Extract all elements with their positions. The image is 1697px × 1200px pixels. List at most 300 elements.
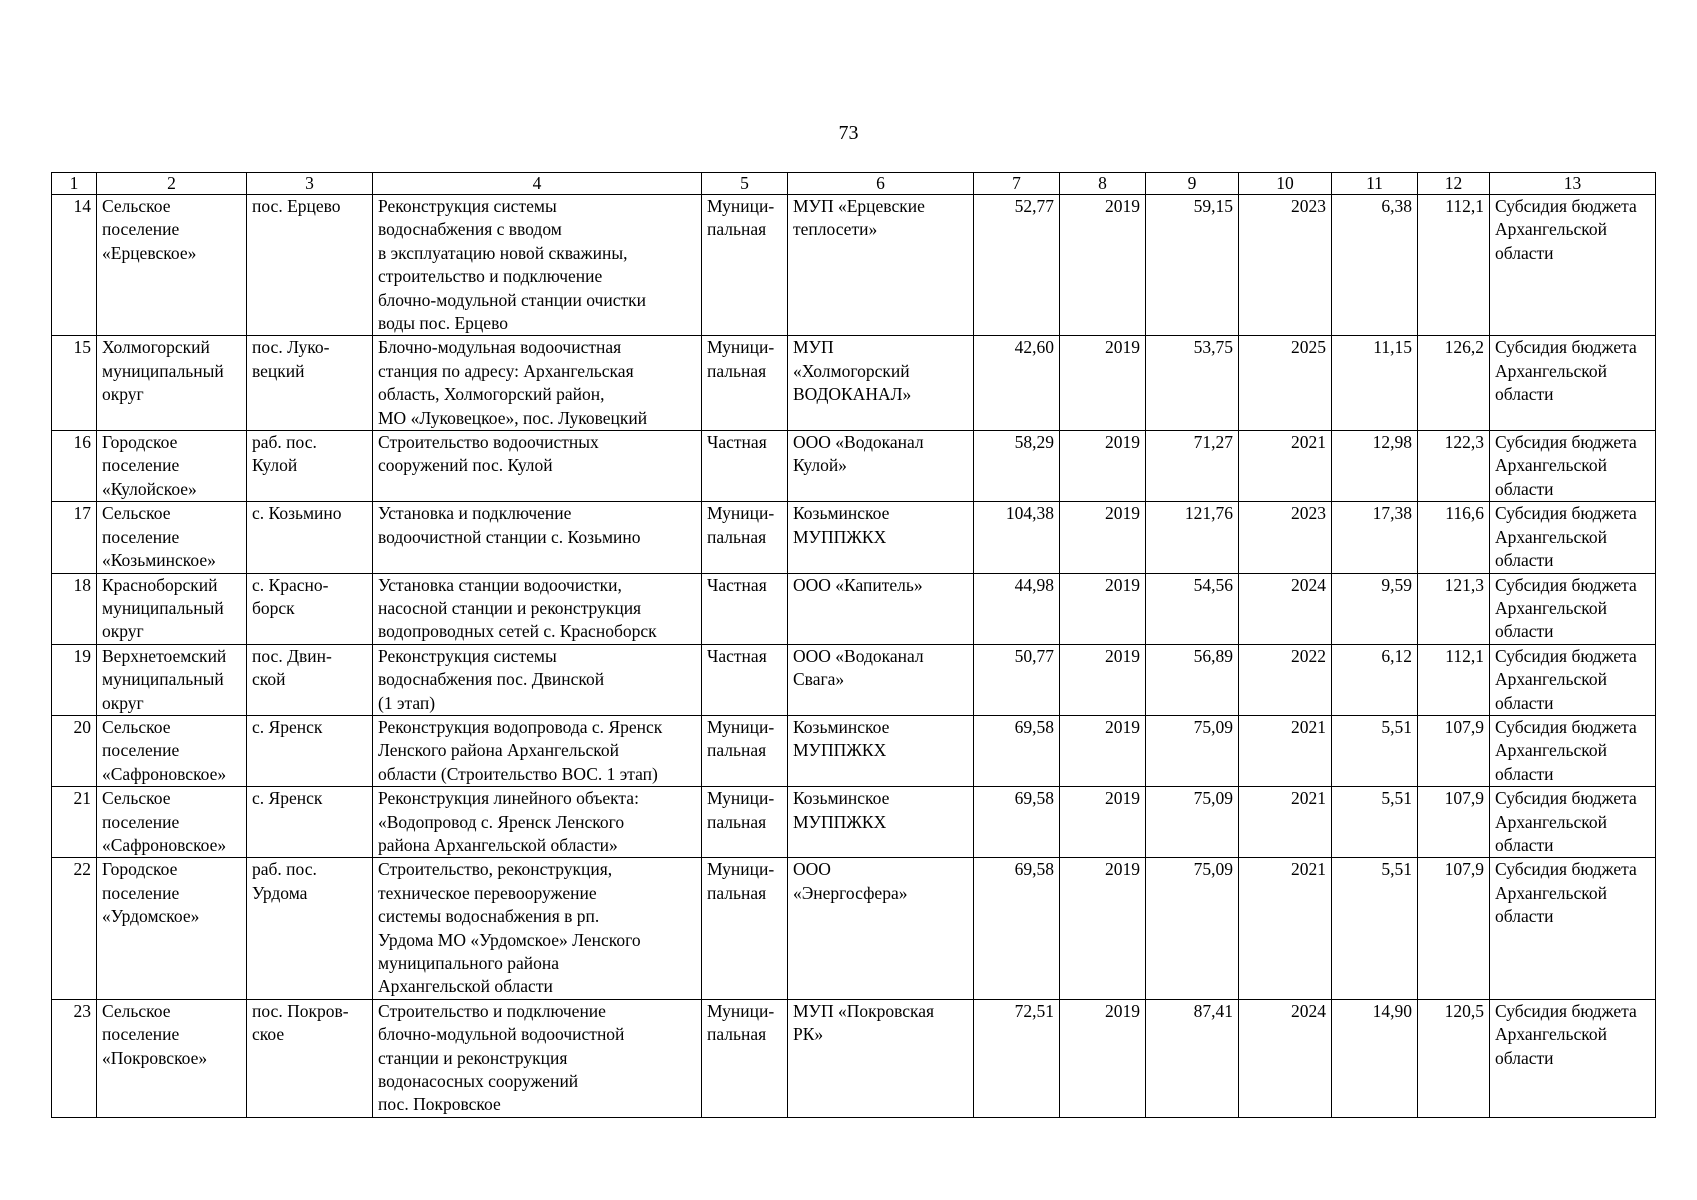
cell-col-7: 69,58 xyxy=(974,858,1060,999)
cell-line: Реконструкция водопровода с. Яренск xyxy=(378,716,663,737)
cell-col-11: 14,90 xyxy=(1332,999,1418,1117)
cell-line: района Архангельской области» xyxy=(378,834,618,855)
cell-col-5 xyxy=(702,644,788,715)
cell-line: ВОДОКАНАЛ» xyxy=(793,384,912,405)
table-row xyxy=(52,573,1656,644)
cell-col-8: 2019 xyxy=(1060,502,1146,573)
header-cell-3: 3 xyxy=(247,173,373,195)
cell-line: насосной станции и реконструкция xyxy=(378,597,642,618)
cell-col-1: 17 xyxy=(52,502,97,573)
cell-col-13 xyxy=(1490,787,1656,858)
cell-col-5 xyxy=(702,715,788,786)
cell-col-12: 107,9 xyxy=(1418,715,1490,786)
header-cell-7: 7 xyxy=(974,173,1060,195)
cell-line: Архангельской xyxy=(1495,740,1607,761)
table-header-row xyxy=(52,173,1656,195)
cell-col-7: 58,29 xyxy=(974,431,1060,502)
cell-line: поселение xyxy=(102,219,180,240)
cell-line: в эксплуатацию новой скважины, xyxy=(378,242,628,263)
table-row xyxy=(52,195,1656,336)
table-row xyxy=(52,336,1656,431)
cell-col-3 xyxy=(247,858,373,999)
cell-col-6 xyxy=(788,715,974,786)
cell-line: Муници- xyxy=(707,716,775,737)
cell-line: Субсидия бюджета xyxy=(1495,337,1637,358)
cell-line: борск xyxy=(252,597,295,618)
cell-col-13 xyxy=(1490,431,1656,502)
cell-line: области xyxy=(1495,621,1554,642)
cell-line: блочно-модульной водоочистной xyxy=(378,1024,625,1045)
cell-line: ООО «Водоканал xyxy=(793,432,924,453)
cell-col-13 xyxy=(1490,502,1656,573)
cell-col-12: 112,1 xyxy=(1418,644,1490,715)
cell-line: «Сафроновское» xyxy=(102,834,227,855)
cell-col-8: 2019 xyxy=(1060,858,1146,999)
cell-col-6 xyxy=(788,999,974,1117)
cell-line: Козьминское xyxy=(793,503,890,524)
cell-line: МУП «Ерцевские xyxy=(793,196,925,216)
cell-line: «Сафроновское» xyxy=(102,763,227,784)
cell-line: Ленского района Архангельской xyxy=(378,740,619,761)
cell-col-11: 5,51 xyxy=(1332,858,1418,999)
cell-line: блочно-модульной станции очистки xyxy=(378,289,646,310)
cell-col-6 xyxy=(788,502,974,573)
cell-line: пальная xyxy=(707,360,767,381)
table-row xyxy=(52,502,1656,573)
cell-col-8: 2019 xyxy=(1060,715,1146,786)
cell-col-13 xyxy=(1490,336,1656,431)
cell-line: «Кулойское» xyxy=(102,478,197,499)
cell-line: области xyxy=(1495,906,1554,927)
cell-col-11: 5,51 xyxy=(1332,715,1418,786)
cell-col-7: 69,58 xyxy=(974,787,1060,858)
cell-col-5 xyxy=(702,336,788,431)
cell-col-8: 2019 xyxy=(1060,999,1146,1117)
cell-line: системы водоснабжения в рп. xyxy=(378,906,600,927)
cell-col-5 xyxy=(702,787,788,858)
cell-line: станция по адресу: Архангельская xyxy=(378,360,634,381)
cell-col-3 xyxy=(247,715,373,786)
cell-line: пос. Покров- xyxy=(252,1000,349,1021)
cell-col-11: 6,38 xyxy=(1332,195,1418,336)
cell-line: с. Козьмино xyxy=(252,503,342,524)
cell-col-7: 42,60 xyxy=(974,336,1060,431)
cell-line: Строительство водоочистных xyxy=(378,432,599,453)
cell-line: Сельское xyxy=(102,196,171,216)
cell-line: Субсидия бюджета xyxy=(1495,788,1637,809)
cell-col-12: 112,1 xyxy=(1418,195,1490,336)
cell-col-10: 2021 xyxy=(1239,715,1332,786)
cell-line: пальная xyxy=(707,882,767,903)
cell-line: строительство и подключение xyxy=(378,266,603,287)
cell-col-9: 71,27 xyxy=(1146,431,1239,502)
cell-line: ООО «Водоканал xyxy=(793,645,924,666)
table-row xyxy=(52,999,1656,1117)
cell-line: Козьминское xyxy=(793,716,890,737)
cell-line: округ xyxy=(102,621,144,642)
cell-line: раб. пос. xyxy=(252,859,317,880)
cell-line: Урдома МО «Урдомское» Ленского xyxy=(378,929,641,950)
cell-line: Холмогорский xyxy=(102,337,210,358)
cell-col-5 xyxy=(702,858,788,999)
cell-line: сооружений пос. Кулой xyxy=(378,455,553,476)
cell-line: Блочно-модульная водоочистная xyxy=(378,337,622,358)
cell-line: Муници- xyxy=(707,788,775,809)
cell-col-7: 44,98 xyxy=(974,573,1060,644)
cell-col-6 xyxy=(788,195,974,336)
cell-line: область, Холмогорский район, xyxy=(378,384,605,405)
cell-col-2 xyxy=(97,431,247,502)
cell-line: Установка и подключение xyxy=(378,503,572,524)
cell-line: водоснабжения с вводом xyxy=(378,219,562,240)
cell-line: области xyxy=(1495,384,1554,405)
cell-line: воды пос. Ерцево xyxy=(378,313,508,334)
cell-line: РК» xyxy=(793,1024,824,1045)
cell-col-3 xyxy=(247,999,373,1117)
cell-line: «Козьминское» xyxy=(102,550,216,571)
cell-col-6 xyxy=(788,431,974,502)
cell-col-2 xyxy=(97,336,247,431)
cell-col-10: 2024 xyxy=(1239,999,1332,1117)
cell-line: Козьминское xyxy=(793,788,890,809)
cell-line: Частная xyxy=(707,432,767,453)
cell-col-10: 2021 xyxy=(1239,431,1332,502)
cell-line: области xyxy=(1495,834,1554,855)
table-row xyxy=(52,431,1656,502)
cell-col-12: 120,5 xyxy=(1418,999,1490,1117)
cell-line: Сельское xyxy=(102,503,171,524)
cell-col-4 xyxy=(373,573,702,644)
cell-line: с. Яренск xyxy=(252,788,323,809)
cell-line: пальная xyxy=(707,219,767,240)
cell-line: пальная xyxy=(707,1024,767,1045)
cell-line: Муници- xyxy=(707,1000,775,1021)
cell-col-11: 5,51 xyxy=(1332,787,1418,858)
cell-col-9: 75,09 xyxy=(1146,858,1239,999)
cell-col-1: 18 xyxy=(52,573,97,644)
cell-col-3 xyxy=(247,573,373,644)
cell-line: Реконструкция системы xyxy=(378,645,557,666)
cell-line: «Энергосфера» xyxy=(793,882,908,903)
cell-col-2 xyxy=(97,573,247,644)
cell-line: муниципальный xyxy=(102,669,224,690)
cell-line: Муници- xyxy=(707,196,775,216)
cell-line: округ xyxy=(102,384,144,405)
cell-line: поселение xyxy=(102,1024,180,1045)
cell-line: Архангельской xyxy=(1495,455,1607,476)
cell-col-4 xyxy=(373,431,702,502)
cell-line: округ xyxy=(102,692,144,713)
cell-col-12: 107,9 xyxy=(1418,858,1490,999)
cell-col-1: 16 xyxy=(52,431,97,502)
cell-col-9: 75,09 xyxy=(1146,787,1239,858)
cell-col-12: 121,3 xyxy=(1418,573,1490,644)
cell-col-3 xyxy=(247,195,373,336)
cell-col-6 xyxy=(788,573,974,644)
cell-line: (1 этап) xyxy=(378,692,436,713)
cell-line: поселение xyxy=(102,811,180,832)
cell-line: пос. Луко- xyxy=(252,337,330,358)
cell-col-11: 12,98 xyxy=(1332,431,1418,502)
header-cell-8: 8 xyxy=(1060,173,1146,195)
table-row xyxy=(52,715,1656,786)
cell-col-10: 2024 xyxy=(1239,573,1332,644)
cell-line: поселение xyxy=(102,740,180,761)
cell-col-4 xyxy=(373,999,702,1117)
cell-col-2 xyxy=(97,999,247,1117)
cell-col-3 xyxy=(247,644,373,715)
cell-line: Сельское xyxy=(102,716,171,737)
cell-line: Верхнетоемский xyxy=(102,645,227,666)
cell-line: Архангельской xyxy=(1495,526,1607,547)
header-cell-10: 10 xyxy=(1239,173,1332,195)
cell-col-9: 121,76 xyxy=(1146,502,1239,573)
cell-line: Архангельской xyxy=(1495,360,1607,381)
cell-line: Архангельской xyxy=(1495,1024,1607,1045)
header-cell-1: 1 xyxy=(52,173,97,195)
cell-line: с. Яренск xyxy=(252,716,323,737)
cell-col-8: 2019 xyxy=(1060,195,1146,336)
cell-line: поселение xyxy=(102,526,180,547)
cell-line: области xyxy=(1495,478,1554,499)
cell-col-10: 2021 xyxy=(1239,858,1332,999)
cell-line: Архангельской xyxy=(1495,811,1607,832)
cell-line: Свага» xyxy=(793,669,845,690)
cell-col-6 xyxy=(788,336,974,431)
cell-line: техническое перевооружение xyxy=(378,882,597,903)
cell-line: Архангельской xyxy=(1495,219,1607,240)
cell-col-1: 19 xyxy=(52,644,97,715)
cell-col-4 xyxy=(373,336,702,431)
cell-col-5 xyxy=(702,999,788,1117)
cell-col-9: 59,15 xyxy=(1146,195,1239,336)
cell-col-1: 23 xyxy=(52,999,97,1117)
cell-col-1: 15 xyxy=(52,336,97,431)
cell-col-4 xyxy=(373,715,702,786)
cell-col-11: 11,15 xyxy=(1332,336,1418,431)
cell-col-5 xyxy=(702,573,788,644)
cell-line: Частная xyxy=(707,574,767,595)
cell-line: МУППЖКХ xyxy=(793,526,887,547)
cell-col-2 xyxy=(97,715,247,786)
cell-col-7: 50,77 xyxy=(974,644,1060,715)
cell-line: Архангельской xyxy=(1495,882,1607,903)
cell-line: МУП «Покровская xyxy=(793,1000,935,1021)
cell-col-9: 53,75 xyxy=(1146,336,1239,431)
cell-col-4 xyxy=(373,644,702,715)
cell-col-7: 52,77 xyxy=(974,195,1060,336)
cell-col-13 xyxy=(1490,644,1656,715)
cell-line: поселение xyxy=(102,882,180,903)
cell-line: области xyxy=(1495,550,1554,571)
cell-col-4 xyxy=(373,195,702,336)
cell-line: пальная xyxy=(707,526,767,547)
cell-line: области xyxy=(1495,1047,1554,1068)
header-cell-13: 13 xyxy=(1490,173,1656,195)
cell-line: Городское xyxy=(102,859,178,880)
cell-col-12: 122,3 xyxy=(1418,431,1490,502)
cell-line: вецкий xyxy=(252,360,305,381)
cell-line: водоснабжения пос. Двинской xyxy=(378,669,605,690)
cell-line: области xyxy=(1495,242,1554,263)
cell-line: МУППЖКХ xyxy=(793,811,887,832)
data-table xyxy=(51,172,1656,1118)
cell-line: Субсидия бюджета xyxy=(1495,574,1637,595)
cell-col-9: 75,09 xyxy=(1146,715,1239,786)
cell-line: Красноборский xyxy=(102,574,218,595)
cell-col-2 xyxy=(97,858,247,999)
cell-col-3 xyxy=(247,787,373,858)
cell-line: Сельское xyxy=(102,1000,171,1021)
cell-col-4 xyxy=(373,787,702,858)
cell-line: Субсидия бюджета xyxy=(1495,196,1637,216)
cell-col-7: 72,51 xyxy=(974,999,1060,1117)
cell-col-13 xyxy=(1490,858,1656,999)
cell-line: Установка станции водоочистки, xyxy=(378,574,622,595)
cell-col-6 xyxy=(788,858,974,999)
cell-col-6 xyxy=(788,644,974,715)
cell-col-1: 22 xyxy=(52,858,97,999)
cell-line: Архангельской xyxy=(1495,597,1607,618)
cell-line: Субсидия бюджета xyxy=(1495,503,1637,524)
cell-line: с. Красно- xyxy=(252,574,329,595)
cell-col-12: 126,2 xyxy=(1418,336,1490,431)
cell-line: Строительство, реконструкция, xyxy=(378,859,613,880)
cell-col-8: 2019 xyxy=(1060,573,1146,644)
cell-line: водонасосных сооружений xyxy=(378,1071,579,1092)
cell-col-13 xyxy=(1490,715,1656,786)
cell-col-5 xyxy=(702,195,788,336)
cell-col-1: 21 xyxy=(52,787,97,858)
cell-line: водоочистной станции с. Козьмино xyxy=(378,526,641,547)
cell-col-2 xyxy=(97,644,247,715)
cell-col-8: 2019 xyxy=(1060,644,1146,715)
cell-line: «Холмогорский xyxy=(793,360,910,381)
cell-col-13 xyxy=(1490,573,1656,644)
cell-line: ской xyxy=(252,669,286,690)
cell-col-10: 2023 xyxy=(1239,502,1332,573)
cell-line: Субсидия бюджета xyxy=(1495,859,1637,880)
cell-line: пос. Покровское xyxy=(378,1094,501,1115)
cell-col-10: 2025 xyxy=(1239,336,1332,431)
cell-line: муниципального района xyxy=(378,953,560,973)
cell-line: Кулой xyxy=(252,455,298,476)
cell-line: муниципальный xyxy=(102,360,224,381)
cell-line: Архангельской области xyxy=(378,976,553,997)
cell-line: Муници- xyxy=(707,337,775,358)
cell-line: Реконструкция линейного объекта: xyxy=(378,788,639,809)
cell-col-6 xyxy=(788,787,974,858)
cell-line: Субсидия бюджета xyxy=(1495,645,1637,666)
header-cell-5: 5 xyxy=(702,173,788,195)
header-cell-12: 12 xyxy=(1418,173,1490,195)
cell-col-9: 56,89 xyxy=(1146,644,1239,715)
cell-col-11: 9,59 xyxy=(1332,573,1418,644)
cell-line: пос. Ерцево xyxy=(252,196,341,216)
cell-line: Кулой» xyxy=(793,455,847,476)
cell-col-2 xyxy=(97,502,247,573)
cell-line: «Водопровод с. Яренск Ленского xyxy=(378,811,625,832)
cell-col-7: 69,58 xyxy=(974,715,1060,786)
cell-col-9: 87,41 xyxy=(1146,999,1239,1117)
cell-col-5 xyxy=(702,431,788,502)
cell-line: теплосети» xyxy=(793,219,878,240)
cell-line: Сельское xyxy=(102,788,171,809)
cell-col-3 xyxy=(247,502,373,573)
cell-line: пальная xyxy=(707,740,767,761)
cell-line: Частная xyxy=(707,645,767,666)
cell-line: Муници- xyxy=(707,503,775,524)
cell-line: Муници- xyxy=(707,859,775,880)
cell-line: Городское xyxy=(102,432,178,453)
header-cell-4: 4 xyxy=(373,173,702,195)
cell-col-5 xyxy=(702,502,788,573)
cell-col-1: 14 xyxy=(52,195,97,336)
cell-col-13 xyxy=(1490,999,1656,1117)
cell-line: Урдома xyxy=(252,882,308,903)
cell-line: Строительство и подключение xyxy=(378,1000,606,1021)
cell-line: МУППЖКХ xyxy=(793,740,887,761)
cell-col-2 xyxy=(97,787,247,858)
cell-line: пос. Двин- xyxy=(252,645,332,666)
header-cell-9: 9 xyxy=(1146,173,1239,195)
cell-line: раб. пос. xyxy=(252,432,317,453)
cell-col-11: 17,38 xyxy=(1332,502,1418,573)
page-number: 73 xyxy=(838,122,859,144)
cell-col-12: 116,6 xyxy=(1418,502,1490,573)
cell-col-12: 107,9 xyxy=(1418,787,1490,858)
cell-line: «Покровское» xyxy=(102,1047,208,1068)
cell-col-11: 6,12 xyxy=(1332,644,1418,715)
cell-line: МУП xyxy=(793,337,834,358)
cell-col-8: 2019 xyxy=(1060,431,1146,502)
table-row xyxy=(52,858,1656,999)
cell-line: муниципальный xyxy=(102,597,224,618)
table-row xyxy=(52,644,1656,715)
cell-line: Архангельской xyxy=(1495,669,1607,690)
header-cell-6: 6 xyxy=(788,173,974,195)
cell-line: «Урдомское» xyxy=(102,906,200,927)
cell-line: пальная xyxy=(707,811,767,832)
cell-col-13 xyxy=(1490,195,1656,336)
cell-line: поселение xyxy=(102,455,180,476)
cell-line: области (Строительство ВОС. 1 этап) xyxy=(378,763,658,784)
cell-line: Субсидия бюджета xyxy=(1495,1000,1637,1021)
cell-line: МО «Луковецкое», пос. Луковецкий xyxy=(378,407,648,428)
cell-line: области xyxy=(1495,692,1554,713)
cell-line: Субсидия бюджета xyxy=(1495,432,1637,453)
cell-col-9: 54,56 xyxy=(1146,573,1239,644)
header-cell-11: 11 xyxy=(1332,173,1418,195)
cell-col-2 xyxy=(97,195,247,336)
cell-col-7: 104,38 xyxy=(974,502,1060,573)
cell-col-8: 2019 xyxy=(1060,787,1146,858)
cell-col-8: 2019 xyxy=(1060,336,1146,431)
cell-line: области xyxy=(1495,763,1554,784)
cell-col-4 xyxy=(373,502,702,573)
cell-line: ское xyxy=(252,1024,285,1045)
cell-line: ООО «Капитель» xyxy=(793,574,923,595)
cell-col-4 xyxy=(373,858,702,999)
cell-line: Субсидия бюджета xyxy=(1495,716,1637,737)
cell-line: Реконструкция системы xyxy=(378,196,557,216)
cell-col-10: 2022 xyxy=(1239,644,1332,715)
cell-line: водопроводных сетей с. Красноборск xyxy=(378,621,657,642)
cell-col-3 xyxy=(247,431,373,502)
cell-col-10: 2023 xyxy=(1239,195,1332,336)
cell-col-1: 20 xyxy=(52,715,97,786)
table-row xyxy=(52,787,1656,858)
